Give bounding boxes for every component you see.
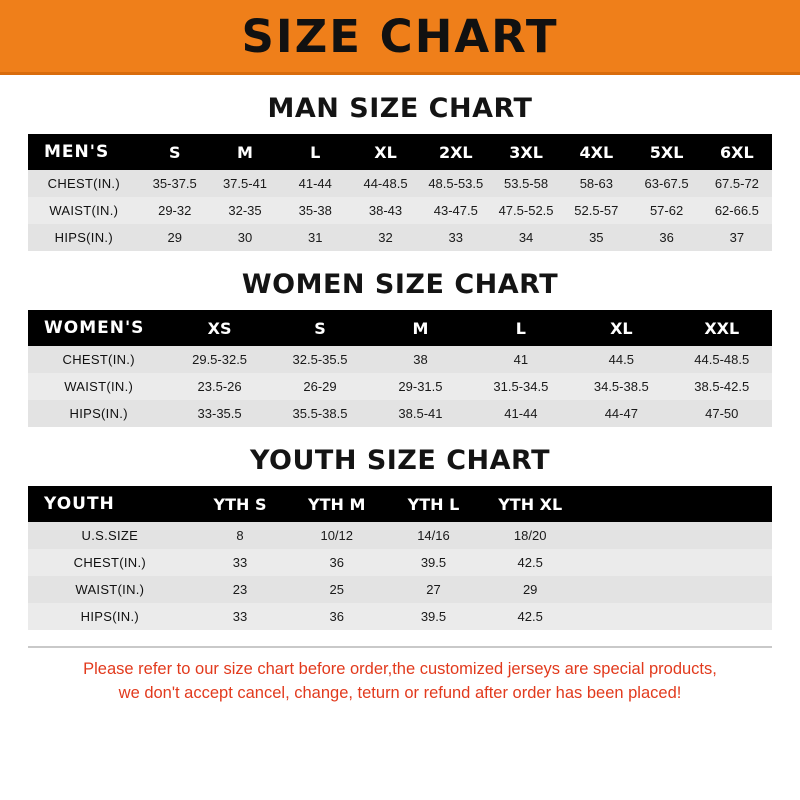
men-size-table [28, 134, 772, 251]
row-label: HIPS(IN.) [28, 603, 192, 630]
cell [579, 603, 676, 630]
table-header-row [28, 486, 772, 522]
youth-col-header: YTH S [192, 486, 289, 522]
cell: 41 [471, 346, 571, 373]
cell: 31.5-34.5 [471, 373, 571, 400]
page-banner [0, 0, 800, 75]
cell: 53.5-58 [491, 170, 561, 197]
cell: 32-35 [210, 197, 280, 224]
cell: 62-66.5 [702, 197, 772, 224]
footer-line-1: Please refer to our size chart before order,the customized jerseys are special products, [83, 660, 717, 678]
cell: 33 [192, 603, 289, 630]
cell [579, 576, 676, 603]
women-col-header: XS [169, 310, 269, 346]
youth-col-header: YTH L [385, 486, 482, 522]
page-title: SIZE CHART [241, 9, 559, 63]
cell: 38 [370, 346, 470, 373]
cell: 35-37.5 [140, 170, 210, 197]
cell: 31 [280, 224, 350, 251]
cell: 35 [561, 224, 631, 251]
youth-table-corner-label: YOUTH [28, 486, 192, 522]
table-row [28, 603, 772, 630]
cell [675, 603, 772, 630]
cell: 38-43 [350, 197, 420, 224]
cell: 44-48.5 [350, 170, 420, 197]
row-label: CHEST(IN.) [28, 549, 192, 576]
cell: 38.5-41 [370, 400, 470, 427]
men-col-header: 4XL [561, 134, 631, 170]
cell: 29-32 [140, 197, 210, 224]
cell: 42.5 [482, 549, 579, 576]
section-title-women: WOMEN SIZE CHART [241, 269, 559, 300]
cell: 23 [192, 576, 289, 603]
cell: 27 [385, 576, 482, 603]
men-table-corner-label: MEN'S [28, 134, 140, 170]
table-row [28, 522, 772, 549]
cell: 36 [288, 549, 385, 576]
cell: 8 [192, 522, 289, 549]
cell: 38.5-42.5 [672, 373, 772, 400]
cell: 18/20 [482, 522, 579, 549]
men-col-header: S [140, 134, 210, 170]
table-row [28, 346, 772, 373]
cell: 43-47.5 [421, 197, 491, 224]
cell [675, 576, 772, 603]
cell: 44.5 [571, 346, 671, 373]
cell: 29.5-32.5 [169, 346, 269, 373]
cell: 57-62 [631, 197, 701, 224]
table-row [28, 549, 772, 576]
cell: 34 [491, 224, 561, 251]
cell [675, 522, 772, 549]
men-col-header: 2XL [421, 134, 491, 170]
row-label: CHEST(IN.) [28, 170, 140, 197]
cell: 29-31.5 [370, 373, 470, 400]
row-label: HIPS(IN.) [28, 224, 140, 251]
cell: 44-47 [571, 400, 671, 427]
men-col-header: L [280, 134, 350, 170]
cell: 29 [482, 576, 579, 603]
cell: 39.5 [385, 603, 482, 630]
cell: 47.5-52.5 [491, 197, 561, 224]
table-row [28, 224, 772, 251]
cell: 39.5 [385, 549, 482, 576]
table-header-row [28, 310, 772, 346]
cell: 35.5-38.5 [270, 400, 370, 427]
men-col-header: M [210, 134, 280, 170]
cell: 14/16 [385, 522, 482, 549]
cell: 48.5-53.5 [421, 170, 491, 197]
youth-size-table [28, 486, 772, 630]
table-row [28, 576, 772, 603]
cell: 26-29 [270, 373, 370, 400]
row-label: WAIST(IN.) [28, 197, 140, 224]
cell: 44.5-48.5 [672, 346, 772, 373]
table-row [28, 197, 772, 224]
cell: 36 [288, 603, 385, 630]
cell: 41-44 [280, 170, 350, 197]
cell: 25 [288, 576, 385, 603]
footer-disclaimer [28, 646, 772, 706]
cell: 37 [702, 224, 772, 251]
men-col-header: 6XL [702, 134, 772, 170]
women-col-header: M [370, 310, 470, 346]
youth-col-header [675, 486, 772, 522]
men-col-header: XL [350, 134, 420, 170]
table-header-row [28, 134, 772, 170]
women-col-header: XL [571, 310, 671, 346]
cell: 35-38 [280, 197, 350, 224]
cell: 29 [140, 224, 210, 251]
row-label: WAIST(IN.) [28, 373, 169, 400]
section-title-youth: YOUTH SIZE CHART [249, 445, 551, 476]
women-col-header: XXL [672, 310, 772, 346]
cell: 23.5-26 [169, 373, 269, 400]
women-col-header: L [471, 310, 571, 346]
cell: 52.5-57 [561, 197, 631, 224]
cell: 30 [210, 224, 280, 251]
section-title-men: MAN SIZE CHART [267, 93, 533, 124]
cell: 33 [421, 224, 491, 251]
chart-content [0, 93, 800, 706]
table-row [28, 400, 772, 427]
women-size-table [28, 310, 772, 427]
men-col-header: 5XL [631, 134, 701, 170]
men-col-header: 3XL [491, 134, 561, 170]
table-row [28, 170, 772, 197]
youth-col-header [579, 486, 676, 522]
row-label: CHEST(IN.) [28, 346, 169, 373]
women-table-corner-label: WOMEN'S [28, 310, 169, 346]
row-label: U.S.SIZE [28, 522, 192, 549]
cell: 10/12 [288, 522, 385, 549]
youth-col-header: YTH M [288, 486, 385, 522]
cell: 32.5-35.5 [270, 346, 370, 373]
youth-col-header: YTH XL [482, 486, 579, 522]
footer-line-2: we don't accept cancel, change, teturn or refund after order has been placed! [118, 683, 682, 702]
cell: 42.5 [482, 603, 579, 630]
cell [579, 522, 676, 549]
cell: 34.5-38.5 [571, 373, 671, 400]
cell: 63-67.5 [631, 170, 701, 197]
cell [579, 549, 676, 576]
cell: 41-44 [471, 400, 571, 427]
cell: 67.5-72 [702, 170, 772, 197]
cell: 36 [631, 224, 701, 251]
cell: 32 [350, 224, 420, 251]
cell: 58-63 [561, 170, 631, 197]
row-label: HIPS(IN.) [28, 400, 169, 427]
cell: 33 [192, 549, 289, 576]
cell: 37.5-41 [210, 170, 280, 197]
women-col-header: S [270, 310, 370, 346]
row-label: WAIST(IN.) [28, 576, 192, 603]
cell: 47-50 [672, 400, 772, 427]
cell [675, 549, 772, 576]
cell: 33-35.5 [169, 400, 269, 427]
table-row [28, 373, 772, 400]
